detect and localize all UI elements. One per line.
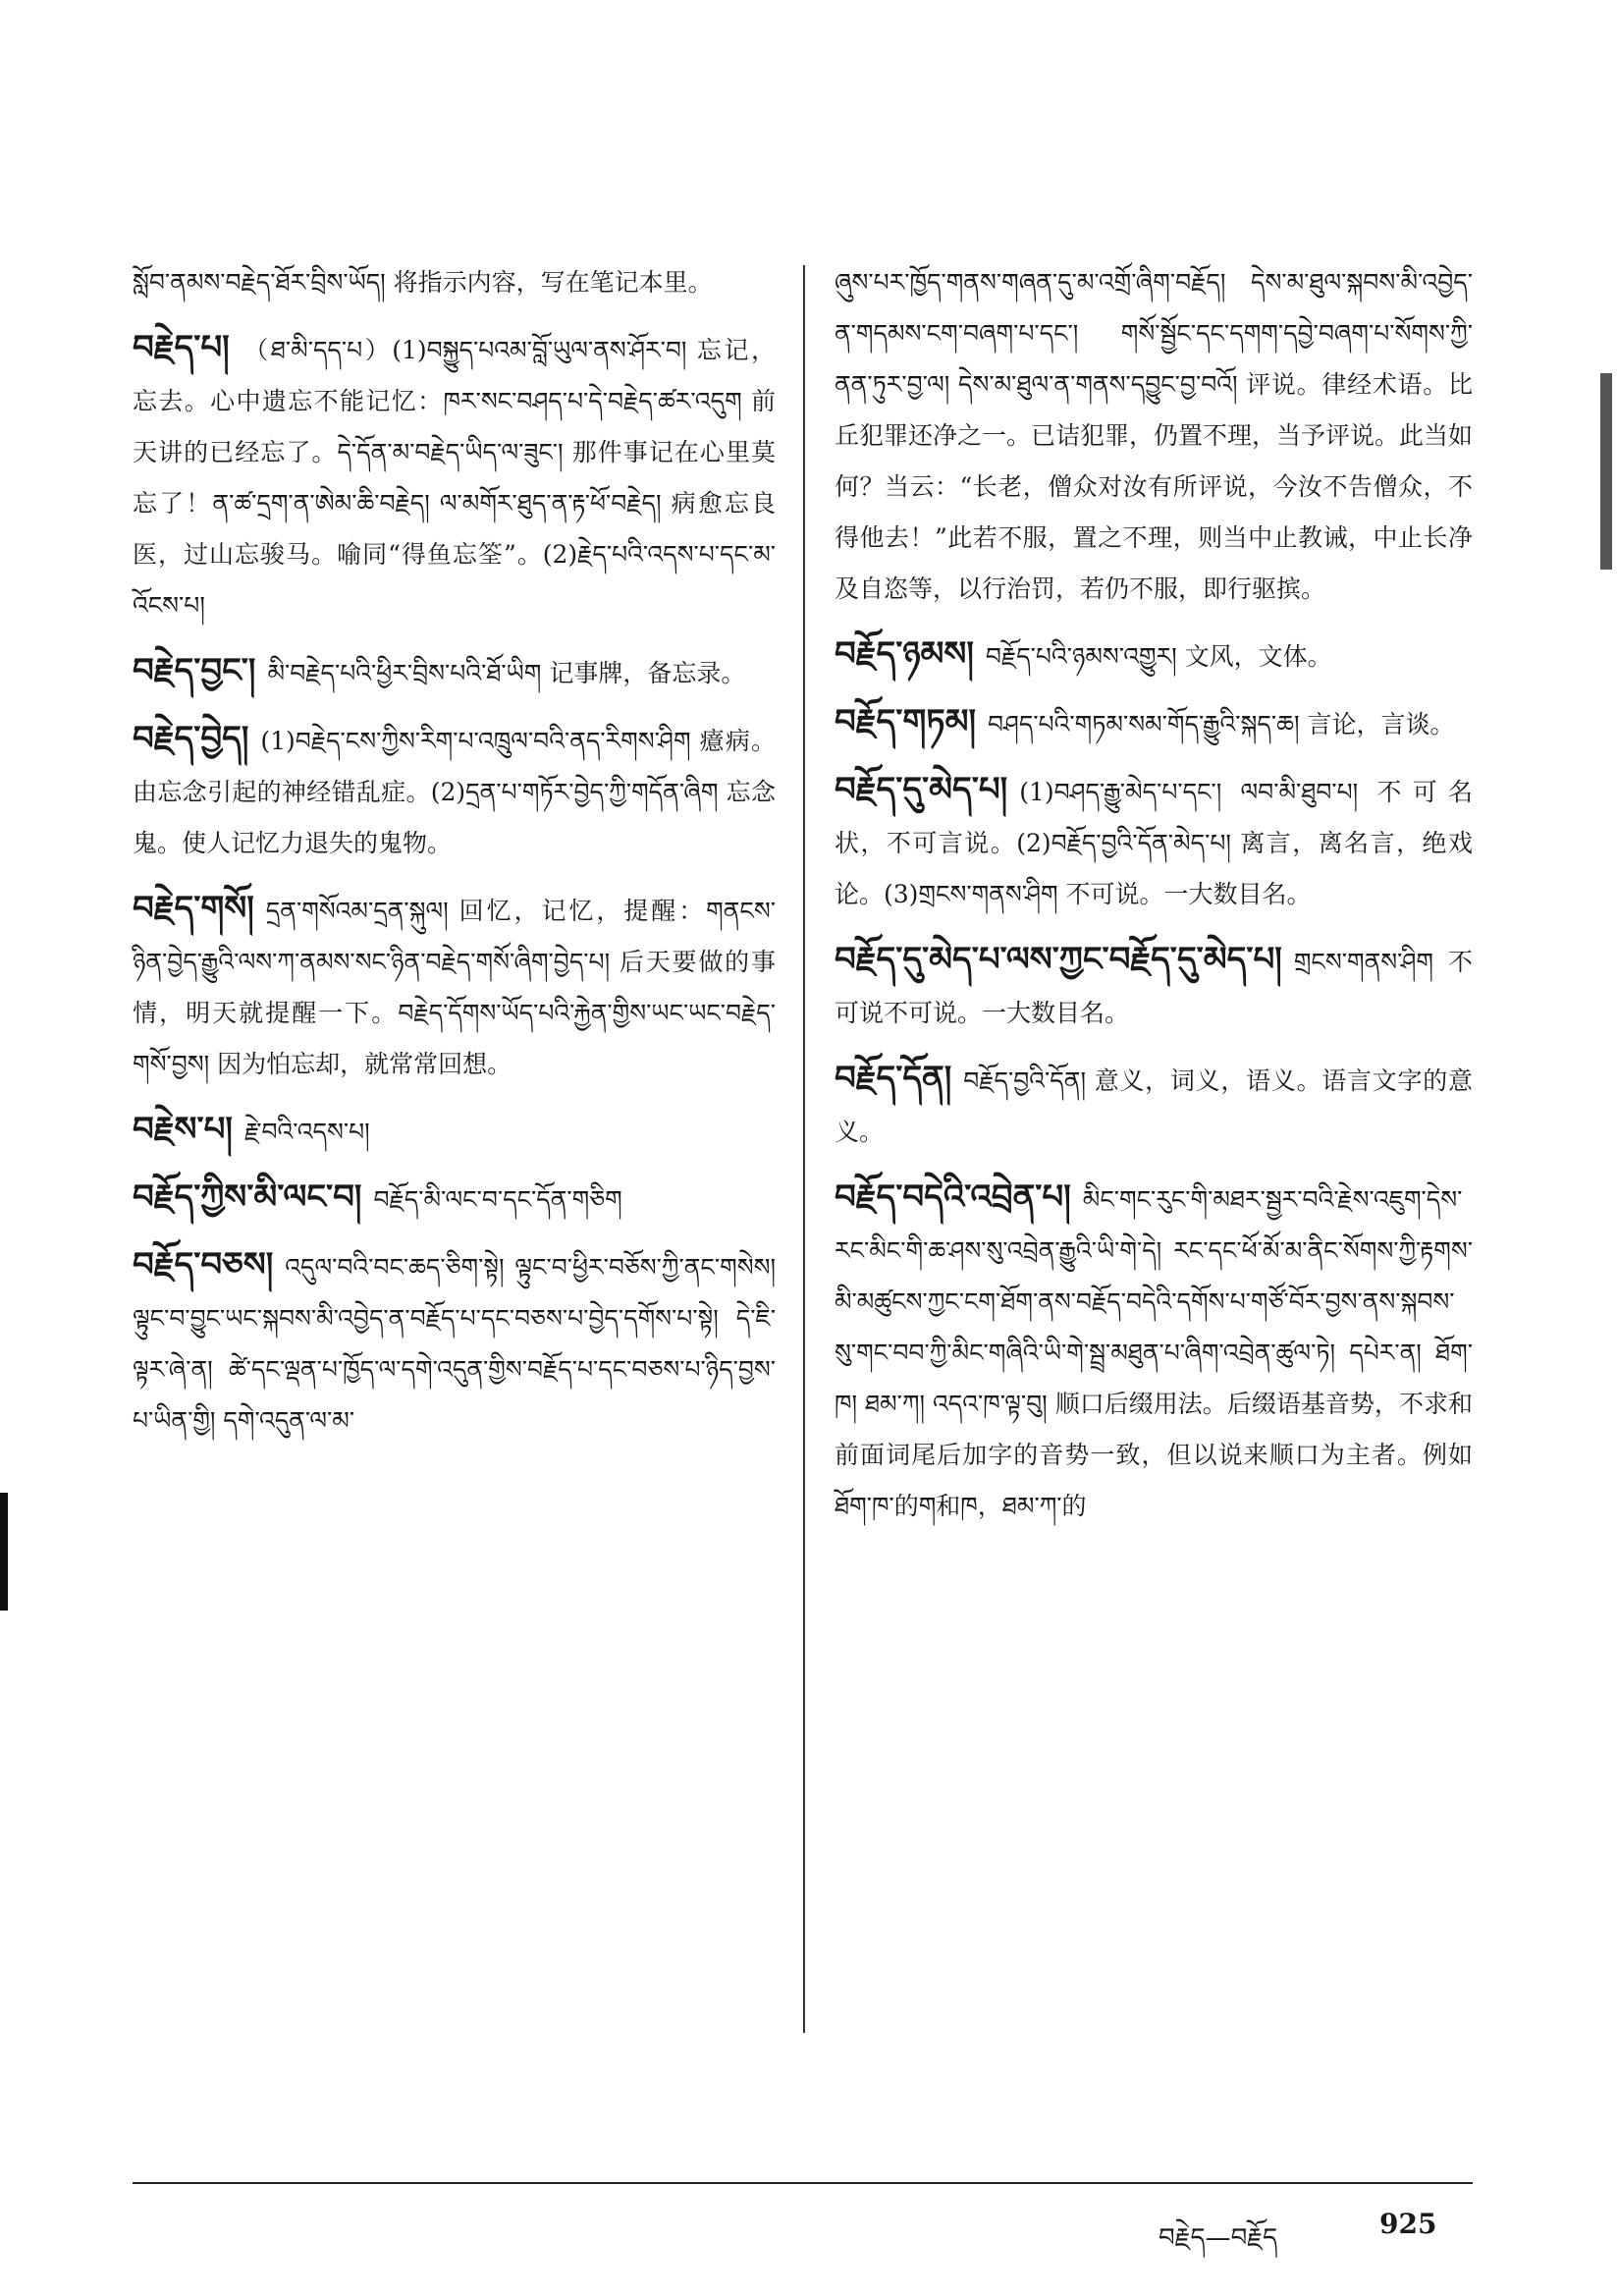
dictionary-entry — [133, 645, 776, 699]
page-number: 925 — [1379, 2208, 1437, 2240]
entry-headword: བརྗོད་ཉམས། — [835, 634, 974, 674]
entry-definition: གྲངས་གནས་ཤིག 不可说不可说。一大数目名。 — [835, 948, 1473, 1027]
entry-headword: བརྗོད་གཏམ། — [835, 702, 977, 741]
entry-definition: འདུལ་བའི་བང་ཆད་ཅིག་སྟེ། ལྟུང་བ་ཕྱིར་བཅོས་ཀྱི་ནང་གསེས། ལྟུང་བ་བྱུང་ཡང་སྐབས་མི་འབྱེད་ན་བརྗོད་པ་དང་བཅས་པ་བྱེད་དགོས་པ་སྟེ། དེ་ཇི་ལྟར་ཞེ་ན། ཚེ་དང་ལྡན་པ་ཁྱོད་ལ་དགེ་འདུན་གྱིས་བརྗོད་པ་དང་བཅས་པ་ཉིད་བྱས་པ་ཡིན་གྱི། དགེ་འདུན་ལ་མ་ — [133, 1253, 776, 1435]
entry-headword: བརྗོད་བདེའི་འབྲེན་པ། — [835, 1177, 1071, 1217]
dictionary-entry — [835, 764, 1473, 920]
entry-headword: བརྗེད་བྱང་། — [133, 651, 256, 690]
entry-headword: བརྗོད་ཀྱིས་མི་ལང་བ། — [133, 1177, 362, 1217]
dictionary-entry — [133, 883, 776, 1090]
entry-headword: བརྗེས་པ། — [133, 1110, 233, 1149]
dictionary-entry — [133, 713, 776, 869]
left-continuation: སློབ་ནམས་བརྗེད་ཐོར་བྲིས་ཡོད། 将指示内容，写在笔记本里。 — [133, 268, 713, 297]
dictionary-entry — [835, 696, 1473, 750]
right-column — [835, 257, 1473, 1546]
entry-definition: མིང་གང་རུང་གི་མཐར་སྦྱར་བའི་རྗེས་འཇུག་དེས་རང་མིང་གི་ཆ་ཤས་སུ་འབྲེན་རྒྱུའི་ཡི་གེ་དེ། རང་དང་ཕོ་མོ་མ་ནིང་སོགས་ཀྱི་རྟགས་མི་མཚུངས་ཀྱང་ངག་ཐོག་ནས་བརྗོད་བདེའི་དགོས་པ་གཙོ་བོར་བྱས་ནས་སྐབས་སུ་གང་བབ་ཀྱི་མིང་གཞིའི་ཡི་གེ་སྦྲ་མཐུན་པ་ཞིག་འབྲེན་ཚུལ་ཏེ། དཔེར་ན། ཐོག་ཁ། ཐམ་ཀ། འདའ་ཁ་ལྟ་བུ། 顺口后缀用法。后缀语基音势，不求和前面词尾后加字的音势一致，但以说来顺口为主者。例如ཐོག་ཁ་的ག和ཁ，ཐམ་ཀ་的 — [835, 1185, 1473, 1520]
dictionary-entry — [835, 1172, 1473, 1532]
entry-headword: བརྗེད་གསོ། — [133, 889, 254, 928]
dictionary-entry — [133, 322, 776, 631]
scan-edge-mark — [0, 1493, 8, 1611]
entry-definition: བརྗོད་བྱའི་དོན། 意义，词义，语义。语言文字的意义。 — [835, 1066, 1473, 1146]
entry-definition: （ཐ་མི་དད་པ）(1)བསྐྱུད་པའམ་བློ་ཡུལ་ནས་ཤོར་བ། 忘记，忘去。心中遗忘不能记忆：ཁར་སང་བཤད་པ་དེ་བརྗེད་ཚར་འདུག 前天讲的已经忘了。དེ་དོན་མ་བརྗེད་ཡིད་ལ་ཟུང་། 那件事记在心里莫忘了！ན་ཚ་དྲག་ན་ཨེམ་ཆི་བརྗེད། ལ་མགོར་ཐུད་ན་རྟ་ཕོ་བརྗེད། 病愈忘良医，过山忘骏马。喻同“得鱼忘筌”。(2)རྗེད་པའི་འདས་པ་དང་མ་འོངས་པ། — [133, 336, 776, 620]
running-head: བརྗེད—བརྗོད — [1159, 2223, 1278, 2253]
entry-definition: (1)བཤད་རྒྱུ་མེད་པ་དང་། ལབ་མི་ཐུབ་པ། 不可名状，不可言说。(2)བརྗོད་བྱའི་དོན་མེད་པ། 离言，离名言，绝戏论。(3)གྲངས་གནས་ཤིག 不可说。一大数目名。 — [835, 778, 1473, 908]
entry-definition: མི་བརྗེད་པའི་ཕྱིར་བྲིས་པའི་ཐོ་ཡིག 记事牌，备忘录。 — [267, 659, 746, 687]
entry-definition: དྲན་གསོའམ་དྲན་སྐུལ། 回忆，记忆，提醒：གནངས་ཉིན་བྱེད་རྒྱུའི་ལས་ཀ་ནམས་སང་ཉིན་བརྗེད་གསོ་ཞིག་བྱེད་པ། 后天要做的事情，明天就提醒一下。བརྗེད་དོགས་ཡོད་པའི་རྐྱེན་གྱིས་ཡང་ཡང་བརྗེད་གསོ་བྱས། 因为怕忘却，就常常回想。 — [133, 897, 776, 1078]
entry-definition: (1)བརྗེད་ངས་ཀྱིས་རིག་པ་འཁྲུལ་བའི་ནད་རིགས་ཤིག 癔病。由忘念引起的神经错乱症。(2)དྲན་པ་གཏོར་བྱེད་ཀྱི་གདོན་ཞིག 忘念鬼。使人记忆力退失的鬼物。 — [133, 727, 776, 857]
entry-definition: བརྗོད་མི་ལང་བ་དང་དོན་གཅིག — [373, 1185, 622, 1214]
dictionary-entry — [133, 1104, 776, 1158]
footer-rule — [133, 2182, 1473, 2184]
entry-headword: བརྗོད་དུ་མེད་པ། — [835, 770, 1008, 809]
dictionary-entry — [835, 629, 1473, 683]
entry-definition: རྗེ་བའི་འདས་པ། — [243, 1118, 370, 1146]
dictionary-entry — [835, 1053, 1473, 1158]
entry-headword: བརྗོད་བཅས། — [133, 1245, 274, 1285]
dictionary-entry — [835, 934, 1473, 1039]
entry-definition: བརྗོད་པའི་ཉམས་འགྱུར། 文风，文体。 — [985, 642, 1332, 671]
dictionary-entry — [133, 1172, 776, 1226]
entry-definition: བཤད་པའི་གཏམ་སམ་གོད་རྒྱུའི་སྐད་ཆ། 言论，言谈。 — [988, 710, 1455, 738]
entry-headword: བརྗོད་དུ་མེད་པ་ལས་ཀྱང་བརྗོད་དུ་མེད་པ། — [835, 940, 1282, 979]
scan-edge-mark — [1600, 373, 1612, 570]
dictionary-entry — [133, 1239, 776, 1447]
entry-headword: བརྗེད་པ། — [133, 328, 230, 367]
right-continuation: ཞུས་པར་ཁྱོད་གནས་གཞན་དུ་མ་འགྲོ་ཞིག་བརྗོད། དེས་མ་ཐུལ་སྐབས་མི་འབྱེད་ན་གདམས་ངག་བཞག་པ་དང་། གསོ་སྦྱོང་དང་དགག་དབྱེ་བཞག་པ་སོགས་ཀྱི་ནན་ཏུར་བྱ་ལ། དེས་མ་ཐུལ་ན་གནས་དབྱུང་བྱ་བའོ། 评说。律经术语。比丘犯罪还净之一。已诘犯罪，仍置不理，当予评说。此当如何？当云：“长老，僧众对汝有所评说，今汝不告僧众，不得他去！”此若不服，置之不理，则当中止教诫，中止长净及自恣等，以行治罚，若仍不服，即行驱摈。 — [835, 268, 1474, 603]
entry-headword: བརྗོད་དོན། — [835, 1059, 952, 1098]
entry-headword: བརྗེད་བྱེད། — [133, 719, 249, 758]
left-column — [133, 257, 776, 1460]
column-divider — [803, 265, 805, 2033]
